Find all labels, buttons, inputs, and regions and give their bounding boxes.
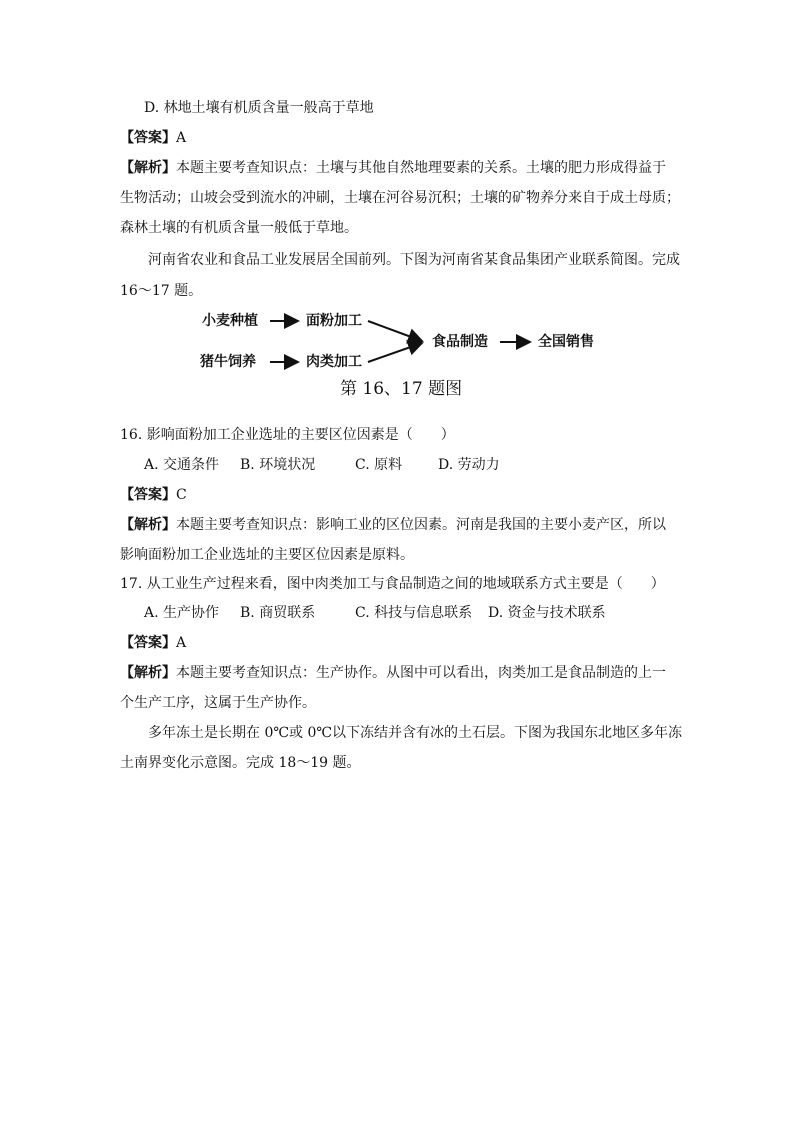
q15-option-d: D. 林地土壤有机质含量一般高于草地	[144, 100, 374, 116]
q16-option-a: A. 交通条件	[144, 457, 220, 473]
q17-option-a: A. 生产协作	[144, 605, 220, 621]
analysis-text: 本题主要考查知识点：生产协作。从图中可以看出，肉类加工是食品制造的上一	[176, 665, 666, 681]
q17-option-d: D. 资金与技术联系	[488, 605, 606, 621]
arrow-meat-to-food	[368, 343, 422, 362]
q16-option-b: B. 环境状况	[240, 457, 316, 473]
q17-answer	[120, 633, 186, 653]
node-wheat-planting: 小麦种植	[202, 313, 258, 329]
answer-label: 【答案】	[120, 487, 176, 503]
intro-18-19-line1: 多年冻土是长期在 0℃或 0℃以下冻结并含有冰的土石层。下图为我国东北地区多年冻	[148, 725, 683, 741]
q17-stem: 17. 从工业生产过程来看，图中肉类加工与食品制造之间的地域联系方式主要是（ ）	[120, 576, 665, 592]
analysis-label: 【解析】	[120, 665, 176, 681]
analysis-label: 【解析】	[120, 517, 176, 533]
answer-label: 【答案】	[120, 130, 176, 146]
analysis-text: 本题主要考查知识点：影响工业的区位因素。河南是我国的主要小麦产区，所以	[176, 517, 666, 533]
q16-option-c: C. 原料	[355, 457, 403, 473]
q15-analysis-line1	[120, 158, 666, 178]
arrow-flour-to-food	[368, 321, 422, 341]
node-flour-processing: 面粉加工	[306, 313, 362, 329]
q17-option-c: C. 科技与信息联系	[355, 605, 473, 621]
answer-label: 【答案】	[120, 635, 176, 651]
q16-analysis-line1	[120, 515, 666, 535]
q17-analysis-line2: 个生产工序，这属于生产协作。	[120, 695, 316, 711]
answer-value: C	[176, 487, 187, 503]
analysis-label: 【解析】	[120, 160, 176, 176]
q17-analysis-line1	[120, 663, 666, 683]
q15-answer	[120, 128, 186, 148]
q16-answer	[120, 485, 187, 505]
answer-value: A	[176, 130, 187, 146]
node-national-sales: 全国销售	[538, 334, 594, 350]
q15-analysis-line2: 生物活动；山坡会受到流水的冲刷，土壤在河谷易沉积；土壤的矿物养分来自于成土母质；	[120, 190, 680, 206]
answer-value: A	[176, 635, 187, 651]
q16-analysis-line2: 影响面粉加工企业选址的主要区位因素是原料。	[120, 547, 414, 563]
intro-18-19-line2: 土南界变化示意图。完成 18～19 题。	[120, 755, 361, 771]
q16-option-d: D. 劳动力	[438, 457, 500, 473]
industry-linkage-diagram	[190, 305, 620, 405]
node-food-manufacturing: 食品制造	[432, 334, 488, 350]
q17-option-b: B. 商贸联系	[240, 605, 316, 621]
q15-analysis-line3: 森林土壤的有机质含量一般低于草地。	[120, 220, 358, 236]
intro-16-17-line2: 16～17 题。	[120, 283, 203, 299]
node-meat-processing: 肉类加工	[306, 354, 362, 370]
diagram-caption: 第 16、17 题图	[340, 379, 463, 399]
q16-stem: 16. 影响面粉加工企业选址的主要区位因素是（ ）	[120, 427, 455, 443]
analysis-text: 本题主要考查知识点：土壤与其他自然地理要素的关系。土壤的肥力形成得益于	[176, 160, 666, 176]
intro-16-17-line1: 河南省农业和食品工业发展居全国前列。下图为河南省某食品集团产业联系简图。完成	[148, 252, 680, 268]
node-livestock-raising: 猪牛饲养	[200, 354, 256, 370]
